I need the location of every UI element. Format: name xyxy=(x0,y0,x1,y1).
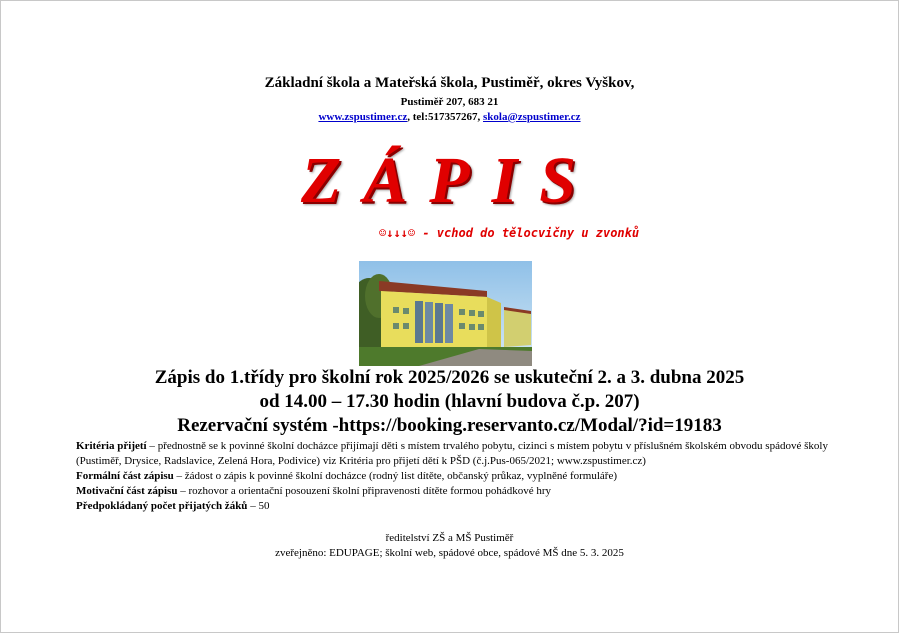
enrollment-details xyxy=(76,439,828,514)
page-title: ZÁPIS xyxy=(300,144,599,217)
count-paragraph xyxy=(76,499,828,514)
school-address: Pustiměř 207, 683 21 xyxy=(400,96,499,108)
motivation-text: – rozhovor a orientační posouzení školní připravenosti dítěte formou pohádkové hry xyxy=(177,485,552,497)
publication-note: zveřejněno: EDUPAGE; školní web, spádové obce, spádové MŠ dne 5. 3. 2025 xyxy=(275,547,624,559)
school-header xyxy=(1,74,898,124)
formal-text: – žádost o zápis k povinné školní docházce (rodný list dítěte, občanský průkaz, vyplněné formuláře) xyxy=(173,470,618,482)
formal-label: Formální část zápisu xyxy=(76,470,174,482)
motivation-paragraph xyxy=(76,484,828,499)
phone-text: , tel:517357267, xyxy=(407,111,484,123)
entrance-note: ☺↓↓↓☺ - vchod do tělocvičny u zvonků xyxy=(379,226,640,240)
school-building-photo xyxy=(359,261,532,366)
school-name: Základní škola a Mateřská škola, Pustiměř, okres Vyškov, xyxy=(264,75,635,91)
website-link[interactable]: www.zspustimer.cz xyxy=(318,111,408,123)
signature: ředitelství ZŠ a MŠ Pustiměř xyxy=(385,532,514,544)
school-contacts xyxy=(1,110,898,124)
reservation-line: Rezervační systém -https://booking.reservanto.cz/Modal/?id=19183 xyxy=(177,415,722,436)
criteria-paragraph xyxy=(76,439,828,469)
count-text: – 50 xyxy=(247,500,270,512)
formal-paragraph xyxy=(76,469,828,484)
criteria-text: – přednostně se k povinné školní docházce přijímají děti s místem trvalého pobytu, cizinci s místem pobytu v příslušném školském obvodu spádové školy (Pustiměř, Drysice, Radslavice, Zelená Hora, Podivice) viz Kritéria pro přijetí dětí k PŠD (č.j.Pus-065/2021; www.zspustimer.cz) xyxy=(76,440,828,467)
criteria-label: Kritéria přijetí xyxy=(76,440,147,452)
enrollment-date-line: Zápis do 1.třídy pro školní rok 2025/2026 se uskuteční 2. a 3. dubna 2025 xyxy=(154,367,745,388)
count-label: Předpokládaný počet přijatých žáků xyxy=(76,500,248,512)
enrollment-time-line: od 14.00 – 17.30 hodin (hlavní budova č.p. 207) xyxy=(259,391,640,412)
motivation-label: Motivační část zápisu xyxy=(76,485,178,497)
email-link[interactable]: skola@zspustimer.cz xyxy=(483,111,581,123)
